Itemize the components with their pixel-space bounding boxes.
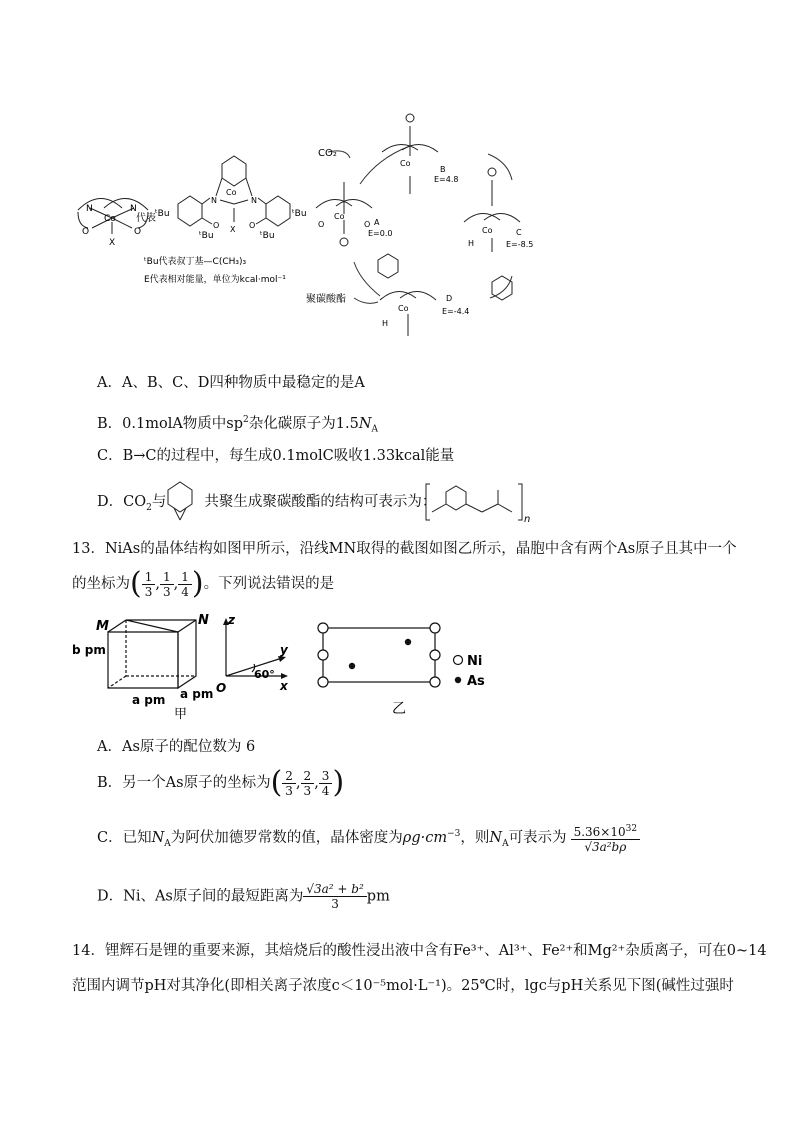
c-label: C <box>516 228 522 237</box>
q13-option-c <box>97 822 640 854</box>
polycarbonate-structure <box>424 478 534 528</box>
cycle-arrows <box>328 146 512 303</box>
d-label: D <box>446 294 453 303</box>
q12-option-b-mid: 杂化碳原子为1.5 <box>248 415 359 432</box>
coord-frac: $\frac{1}{3}$ <box>142 570 156 599</box>
co-atom: Co <box>398 304 409 313</box>
tbu-label: ᵗBu <box>155 209 170 219</box>
q13-option-d-unit: pm <box>366 888 390 905</box>
epoxide-structure <box>162 476 202 526</box>
legend-as: As <box>467 674 485 689</box>
q13-option-d <box>97 882 390 911</box>
legend-as-marker <box>455 677 461 683</box>
co-atom: Co <box>400 159 411 168</box>
legend-ni: Ni <box>467 654 483 669</box>
q12-option-c: C．B→C的过程中，每生成0.1molC吸收1.33kcal能量 <box>97 448 455 464</box>
na-symbol: N <box>489 830 503 846</box>
tbu-note: ᵗBu代表叔丁基—C(CH₃)₃ <box>144 257 247 267</box>
na-sub: A <box>164 838 171 849</box>
o-atom: O <box>82 227 90 237</box>
x-atom: X <box>230 225 236 234</box>
polymer-n: n <box>524 514 531 525</box>
tbu-label: ᵗBu <box>199 231 214 241</box>
q13-stem-prefix: 的坐标为 <box>72 576 130 592</box>
d-energy: E=-4.4 <box>442 307 470 316</box>
q13-stem-suffix: 。下列说法错误的是 <box>203 576 335 592</box>
axis-z: z <box>228 613 235 627</box>
q13-stem-line2: 的坐标为( $\frac{1}{3}$ , $\frac{1}{3}$ , $\frac{1}{4}$ )。下列说法错误的是 <box>72 566 335 601</box>
q13-stem-line1: 13．NiAs的晶体结构如图甲所示，沿线MN取得的截图如图乙所示，晶胞中含有两个As原子且其中一个 <box>72 541 737 557</box>
na-sub: A <box>502 838 509 849</box>
n-atom: N <box>130 204 137 214</box>
q12-option-a: A．A、B、C、D四种物质中最稳定的是A <box>97 375 365 391</box>
angle-60: 60° <box>254 668 275 681</box>
as-atom <box>349 663 355 669</box>
c-energy: E=-8.5 <box>506 240 534 249</box>
x-atom: X <box>109 238 116 248</box>
axis-y: y <box>280 643 288 657</box>
q12-option-b-na: N <box>358 415 372 432</box>
rho-unit: ρg·cm <box>402 830 448 846</box>
co-atom: Co <box>104 214 116 224</box>
b-energy: E=4.8 <box>434 175 459 184</box>
density-fraction: $\frac{5.36\times 10^{32}}{\text{√3a²bρ}}$ <box>571 822 641 854</box>
legend-ni-marker <box>454 656 463 665</box>
coord-frac: $\frac{3}{4}$ <box>319 769 333 798</box>
co-atom: Co <box>482 226 493 235</box>
caption-jia: 甲 <box>174 707 188 722</box>
co2-label: CO₂ <box>318 148 337 159</box>
coord-frac: $\frac{2}{3}$ <box>301 769 315 798</box>
daibiao-text: 代表 <box>136 213 156 224</box>
n-atom: N <box>251 196 257 205</box>
as-atom <box>405 639 411 645</box>
q12-option-d-with: 与 <box>151 494 167 510</box>
q12-option-b-text: B．0.1molA物质中sp <box>97 415 244 432</box>
ni-atoms <box>318 623 440 687</box>
caption-yi: 乙 <box>392 701 406 717</box>
complex-d <box>378 254 512 336</box>
q12-option-d-co2: CO <box>123 494 147 510</box>
catalyst-cycle-figure <box>60 100 534 362</box>
label-m: M <box>96 619 109 634</box>
h-atom: H <box>468 239 475 248</box>
q12-option-d-mid: 共聚生成聚碳酸酯的结构可表示为： <box>204 494 437 510</box>
q13-option-c-mid3: 可表示为 <box>508 830 567 846</box>
tbu-label: ᵗBu <box>260 231 275 241</box>
n-atom: N <box>211 196 217 205</box>
figure-yi-section <box>310 615 500 725</box>
b-label: B <box>440 165 446 174</box>
label-a-pm-1: a pm <box>132 693 166 707</box>
q14-stem-line1: 14．锂辉石是锂的重要来源，其焙烧后的酸性浸出液中含有Fe³⁺、Al³⁺、Fe²⁺和Mg²⁺杂质离子，可在0~14 <box>72 943 767 959</box>
energy-note: E代表相对能量，单位为kcal·mol⁻¹ <box>144 275 286 285</box>
o-atom: O <box>213 221 220 230</box>
q12-option-d-prefix: D． <box>97 494 124 510</box>
tbu-label: ᵗBu <box>292 209 307 219</box>
a-label: A <box>374 218 380 227</box>
coord-frac: $\frac{2}{3}$ <box>282 769 296 798</box>
q13-option-c-prefix: C．已知 <box>97 830 152 846</box>
label-n: N <box>198 613 209 628</box>
h-atom: H <box>382 319 389 328</box>
q12-option-d-co2-sub: 2 <box>146 502 152 513</box>
label-a-pm-2: a pm <box>180 687 214 701</box>
q13-option-c-mid2: ，则 <box>460 830 490 846</box>
q13-option-b-text: B．另一个As原子的坐标为 <box>97 775 271 791</box>
polycarbonate-label: 聚碳酸酯 <box>306 294 346 305</box>
o-atom: O <box>318 220 325 229</box>
o-atom: O <box>364 220 371 229</box>
q13-option-a: A．As原子的配位数为 6 <box>97 739 256 755</box>
q12-option-b <box>97 410 378 440</box>
complex-b <box>382 114 438 194</box>
q12-option-d <box>97 492 436 518</box>
na-symbol: N <box>151 830 165 846</box>
co-atom: Co <box>334 212 345 221</box>
o-atom: O <box>134 227 142 237</box>
a-energy: E=0.0 <box>368 229 393 238</box>
axis-origin: O <box>216 681 227 695</box>
q12-option-b-sub: A <box>371 424 379 435</box>
co-atom: Co <box>226 188 237 197</box>
n-atom: N <box>86 204 93 214</box>
o-atom: O <box>249 221 256 230</box>
q13-option-c-mid: 为阿伏加德罗常数的值，晶体密度为 <box>170 830 403 846</box>
q12-option-b-sup: 2 <box>243 415 249 425</box>
axis-x: x <box>280 679 288 693</box>
rho-unit-sup: −3 <box>447 829 461 840</box>
q13-option-b: B．另一个As原子的坐标为( $\frac{2}{3}$ , $\frac{2}{3}$ , $\frac{3}{4}$ ) <box>97 765 345 800</box>
figure-jia-cell <box>70 610 310 725</box>
label-b-pm: b pm <box>72 643 106 657</box>
coord-frac: $\frac{1}{4}$ <box>178 570 192 599</box>
q13-option-d-text: D．Ni、As原子间的最短距离为 <box>97 888 304 905</box>
distance-fraction: $\frac{\text{√3a² + b²}}{3}$ <box>303 882 366 911</box>
q14-stem-line2: 范围内调节pH对其净化(即相关离子浓度c＜10⁻⁵mol·L⁻¹)。25℃时，lgc与pH关系见下图(碱性过强时 <box>72 978 734 994</box>
coord-frac: $\frac{1}{3}$ <box>160 570 174 599</box>
